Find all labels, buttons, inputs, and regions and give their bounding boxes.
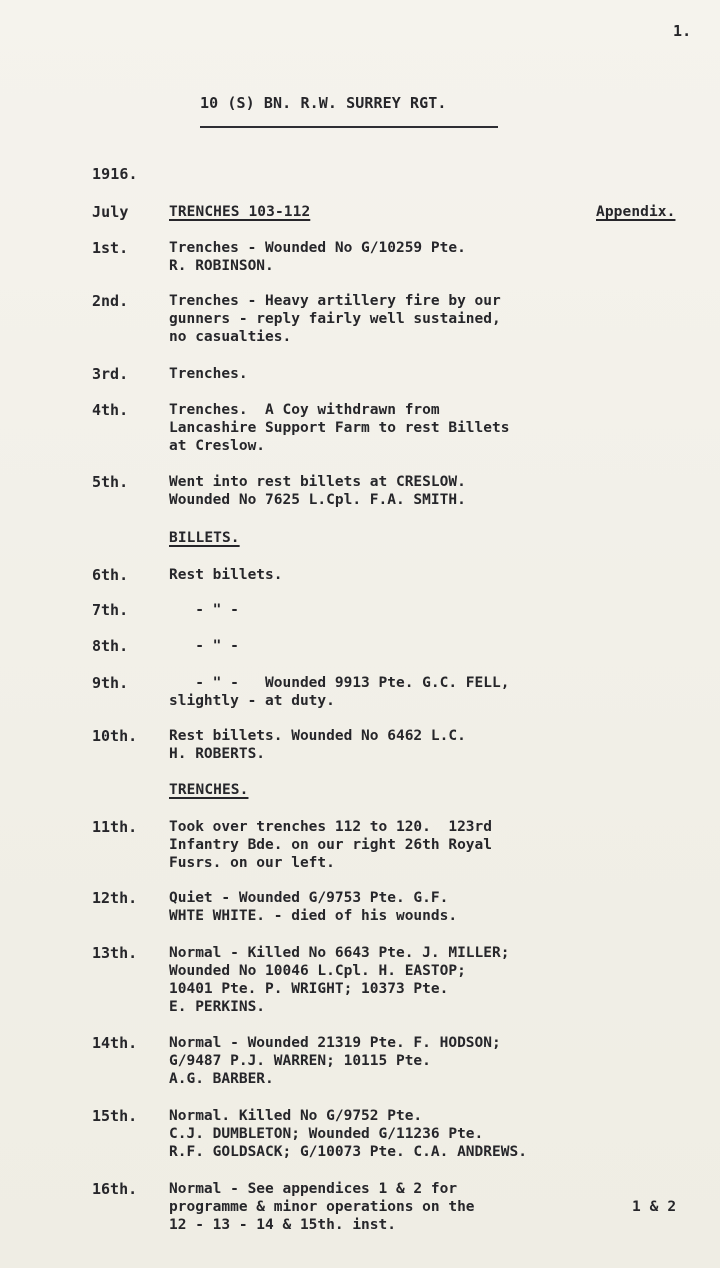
entry-date: 15th. xyxy=(92,1107,138,1125)
entry-line: Trenches - Heavy artillery fire by our xyxy=(169,293,501,309)
entry-line: Infantry Bde. on our right 26th Royal xyxy=(169,837,493,853)
entry-line: Normal - Killed No 6643 Pte. J. MILLER; xyxy=(169,945,510,961)
entry-date: 14th. xyxy=(92,1034,138,1052)
entry-line: C.J. DUMBLETON; Wounded G/11236 Pte. xyxy=(169,1126,484,1142)
entry-line: Fusrs. on our left. xyxy=(169,855,335,871)
section-heading-trenches: TRENCHES. xyxy=(169,782,249,798)
entry-line: Wounded No 7625 L.Cpl. F.A. SMITH. xyxy=(169,492,466,508)
entry-line: E. PERKINS. xyxy=(169,999,266,1015)
appendix-heading: Appendix. xyxy=(596,204,676,220)
entry-date: 4th. xyxy=(92,401,129,419)
entry-date: 9th. xyxy=(92,674,129,692)
entry-line: R. ROBINSON. xyxy=(169,258,274,274)
entry-line: Rest billets. xyxy=(169,567,283,583)
entry-line: - " - xyxy=(169,638,239,654)
entry-date: 8th. xyxy=(92,637,129,655)
entry-line: 12 - 13 - 14 & 15th. inst. xyxy=(169,1217,396,1233)
entry-line: H. ROBERTS. xyxy=(169,746,266,762)
entry-date: 16th. xyxy=(92,1180,138,1198)
entry-line: Trenches - Wounded No G/10259 Pte. xyxy=(169,240,466,256)
entry-line: Quiet - Wounded G/9753 Pte. G.F. xyxy=(169,890,449,906)
title-underline xyxy=(200,126,498,128)
entry-date: 10th. xyxy=(92,727,138,745)
entry-date: 13th. xyxy=(92,944,138,962)
entry-line: R.F. GOLDSACK; G/10073 Pte. C.A. ANDREWS. xyxy=(169,1144,527,1160)
section-heading-billets: BILLETS. xyxy=(169,530,240,546)
entry-line: 10401 Pte. P. WRIGHT; 10373 Pte. xyxy=(169,981,449,997)
entry-line: Wounded No 10046 L.Cpl. H. EASTOP; xyxy=(169,963,466,979)
entry-line: slightly - at duty. xyxy=(169,693,335,709)
entry-line: - " - Wounded 9913 Pte. G.C. FELL, xyxy=(169,675,510,691)
entry-date: 6th. xyxy=(92,566,129,584)
page-title: 10 (S) BN. R.W. SURREY RGT. xyxy=(200,94,447,112)
entry-line: Normal - Wounded 21319 Pte. F. HODSON; xyxy=(169,1035,501,1051)
year-label: 1916. xyxy=(92,165,138,183)
entry-line: Lancashire Support Farm to rest Billets xyxy=(169,420,510,436)
entry-date: 3rd. xyxy=(92,365,129,383)
entry-line: Normal. Killed No G/9752 Pte. xyxy=(169,1108,423,1124)
entry-line: G/9487 P.J. WARREN; 10115 Pte. xyxy=(169,1053,431,1069)
entry-date: 5th. xyxy=(92,473,129,491)
page-number: 1. xyxy=(673,22,692,40)
entry-line: - " - xyxy=(169,602,239,618)
entry-line: Normal - See appendices 1 & 2 for xyxy=(169,1181,458,1197)
section-heading-trenches-103-112: TRENCHES 103-112 xyxy=(169,204,311,220)
entry-date: 2nd. xyxy=(92,292,129,310)
entry-date: 12th. xyxy=(92,889,138,907)
entry-line: Took over trenches 112 to 120. 123rd xyxy=(169,819,493,835)
entry-line: Trenches. A Coy withdrawn from xyxy=(169,402,440,418)
entry-date: 1st. xyxy=(92,239,129,257)
entry-line: WHTE WHITE. - died of his wounds. xyxy=(169,908,458,924)
entry-line: A.G. BARBER. xyxy=(169,1071,274,1087)
month-label: July xyxy=(92,203,129,221)
entry-date: 7th. xyxy=(92,601,129,619)
entry-line: programme & minor operations on the xyxy=(169,1199,475,1215)
entry-line: Rest billets. Wounded No 6462 L.C. xyxy=(169,728,466,744)
entry-line: gunners - reply fairly well sustained, xyxy=(169,311,501,327)
entry-line: no casualties. xyxy=(169,329,292,345)
entry-line: at Creslow. xyxy=(169,438,266,454)
appendix-reference: 1 & 2 xyxy=(632,1199,677,1215)
entry-date: 11th. xyxy=(92,818,138,836)
entry-line: Trenches. xyxy=(169,366,248,382)
entry-line: Went into rest billets at CRESLOW. xyxy=(169,474,466,490)
